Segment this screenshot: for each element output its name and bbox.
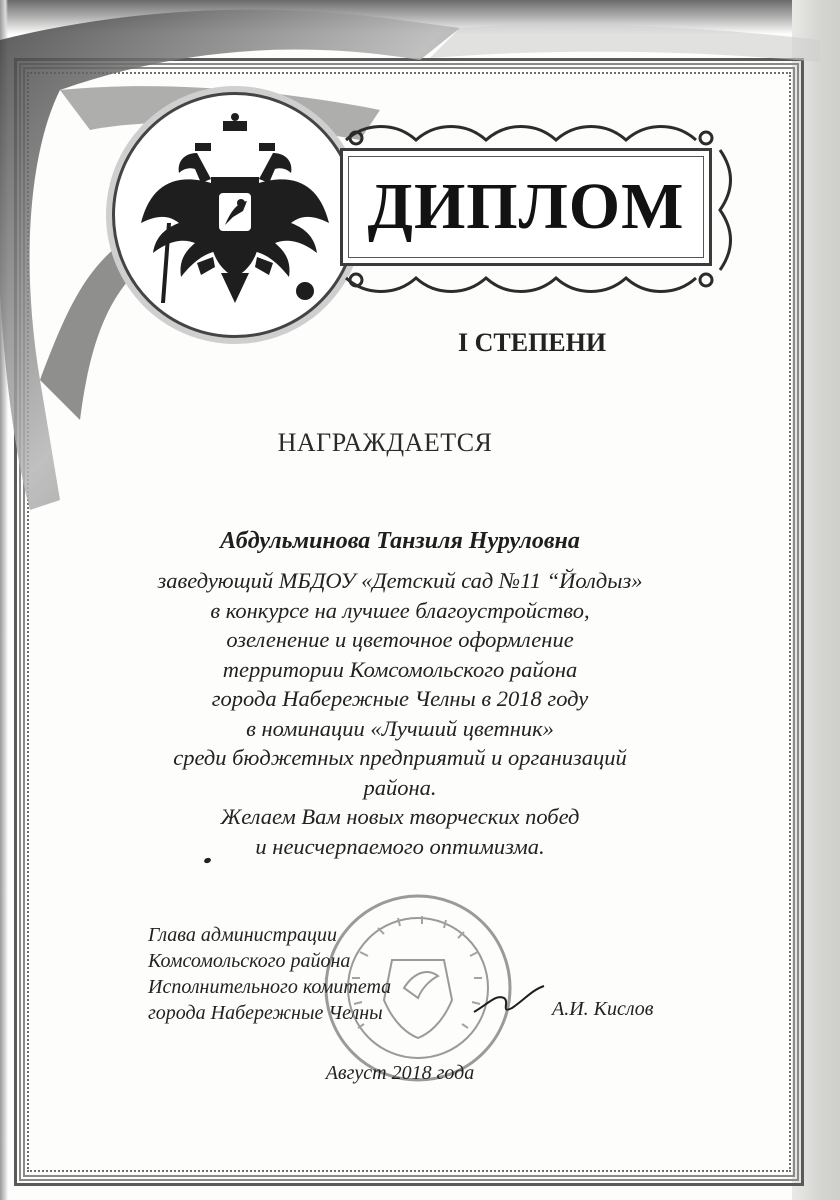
signatory-line: Комсомольского района [148,950,351,972]
page-title: ДИПЛОМ [367,170,685,243]
citation-line: в номинации «Лучший цветник» [246,715,554,741]
double-headed-eagle-icon [137,113,333,317]
signatory-title [148,922,391,1026]
signatory-line: города Набережные Челны [148,1002,383,1024]
issue-date: Август 2018 года [325,1062,475,1084]
signatory-line: Глава администрации [148,924,337,946]
citation-line: заведующий МБДОУ «Детский сад №11 “Йолдыз» [157,568,643,593]
signatory-name: А.И. Кислов [552,998,654,1020]
degree-label: I СТЕПЕНИ [458,328,607,357]
citation-line: города Набережные Челны в 2018 году [211,686,589,711]
signatory-line: Исполнительного комитета [148,976,392,998]
title-plate [340,148,712,266]
citation-line: в конкурсе на лучшее благоустройство, [210,597,590,623]
citation-line: территории Комсомольского района [222,656,578,682]
citation-line: района. [363,774,437,800]
citation-line: среди бюджетных предприятий и организаций [173,745,627,770]
awarded-heading: НАГРАЖДАЕТСЯ [277,428,493,457]
citation-line: озеленение и цветочное оформление [226,627,574,652]
citation-text [0,566,800,861]
citation-line: Желаем Вам новых творческих побед [220,804,580,829]
recipient-name: Абдульминова Танзиля Нуруловна [220,528,580,554]
handwritten-signature [470,964,550,1024]
citation-line: и неисчерпаемого оптимизма. [255,833,545,859]
